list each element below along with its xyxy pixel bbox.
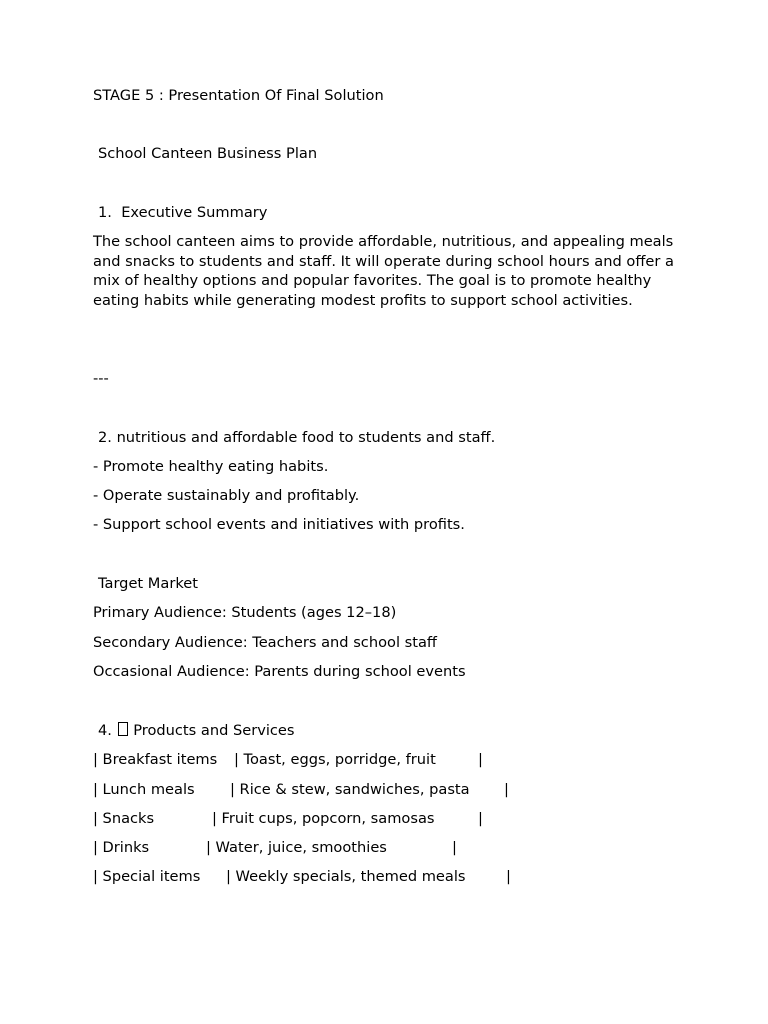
plan-title: School Canteen Business Plan bbox=[98, 145, 318, 162]
product-category: | Drinks bbox=[93, 839, 150, 856]
stage-title: STAGE 5 : Presentation Of Final Solution bbox=[93, 87, 384, 104]
audience-line: Secondary Audience: Teachers and school staff bbox=[93, 634, 437, 651]
row-end-bar: | bbox=[478, 751, 483, 768]
section-4-heading bbox=[98, 721, 295, 741]
executive-summary-paragraph: The school canteen aims to provide affordable, nutritious, and appealing meals and snacks to students and staff. It will operate during school hours and offer a mix of healthy options and popular favorites. The goal is to promote healthy eating habits while generating modest profits to support school activities. bbox=[93, 233, 674, 309]
audience-line: Primary Audience: Students (ages 12–18) bbox=[93, 604, 397, 621]
product-category: | Lunch meals bbox=[93, 781, 195, 798]
target-market-heading: Target Market bbox=[98, 575, 198, 592]
bullet-item: - Promote healthy eating habits. bbox=[93, 458, 329, 475]
product-category: | Snacks bbox=[93, 810, 155, 827]
product-items: | Rice & stew, sandwiches, pasta bbox=[230, 781, 470, 798]
bullet-item: - Support school events and initiatives with profits. bbox=[93, 516, 465, 533]
product-row bbox=[93, 867, 511, 965]
product-category: | Special items bbox=[93, 868, 201, 885]
product-category: | Breakfast items bbox=[93, 751, 218, 768]
row-end-bar: | bbox=[452, 839, 457, 856]
row-end-bar: | bbox=[478, 810, 483, 827]
section-4-number: 4. bbox=[98, 722, 112, 739]
bullet-item: - Operate sustainably and profitably. bbox=[93, 487, 360, 504]
section-2-heading: 2. nutritious and affordable food to students and staff. bbox=[98, 429, 496, 446]
section-4-title: Products and Services bbox=[133, 722, 295, 739]
divider-text: --- bbox=[93, 370, 109, 387]
product-items: | Weekly specials, themed meals bbox=[226, 868, 466, 885]
row-end-bar: | bbox=[504, 781, 509, 798]
section-1-heading: 1. Executive Summary bbox=[98, 204, 268, 221]
missing-glyph-icon bbox=[118, 722, 128, 736]
audience-line: Occasional Audience: Parents during school events bbox=[93, 663, 466, 680]
product-items: | Toast, eggs, porridge, fruit bbox=[234, 751, 436, 768]
product-items: | Water, juice, smoothies bbox=[206, 839, 387, 856]
row-end-bar: | bbox=[506, 868, 511, 885]
product-items: | Fruit cups, popcorn, samosas bbox=[212, 810, 435, 827]
